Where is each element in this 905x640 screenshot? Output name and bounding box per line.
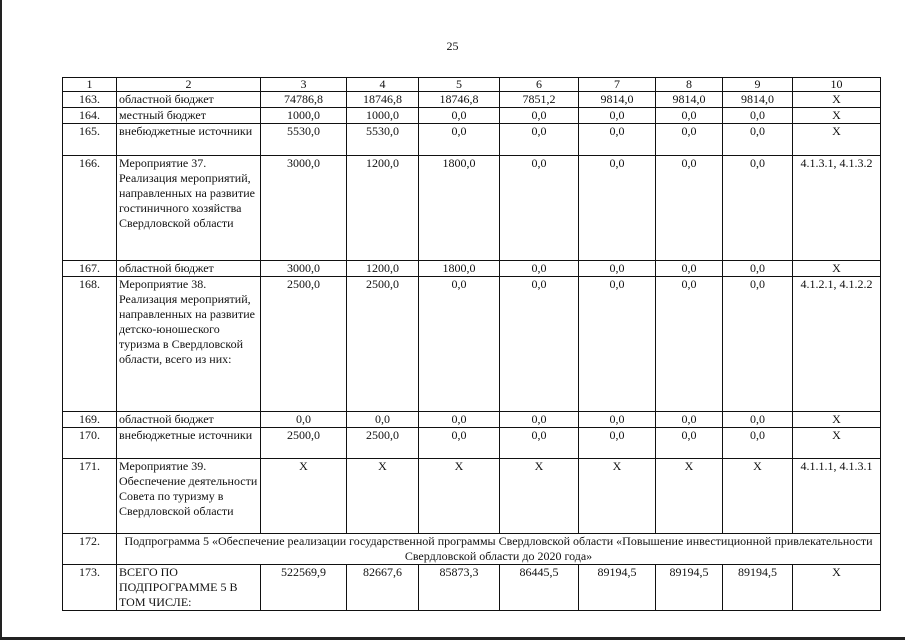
value-cell: 0,0: [500, 277, 579, 412]
row-number: 169.: [63, 412, 117, 428]
column-header: 7: [579, 78, 656, 92]
header-row: [63, 78, 881, 92]
column-header: 3: [261, 78, 347, 92]
value-cell: 1000,0: [261, 108, 347, 124]
value-cell: 0,0: [656, 261, 723, 277]
value-cell: 0,0: [656, 108, 723, 124]
value-cell: 0,0: [500, 124, 579, 156]
value-cell: 18746,8: [419, 92, 500, 108]
target-ref: 4.1.1.1, 4.1.3.1: [793, 459, 881, 534]
table-row: [63, 459, 881, 534]
value-cell: 0,0: [419, 124, 500, 156]
value-cell: 0,0: [419, 277, 500, 412]
target-ref: Х: [793, 261, 881, 277]
table-body: [63, 78, 881, 611]
row-name: Мероприятие 39. Обеспечение деятельности Совета по туризму в Свердловской области: [117, 459, 261, 534]
value-cell: 9814,0: [723, 92, 793, 108]
value-cell: 0,0: [579, 412, 656, 428]
row-number: 171.: [63, 459, 117, 534]
value-cell: 0,0: [723, 108, 793, 124]
target-ref: 4.1.2.1, 4.1.2.2: [793, 277, 881, 412]
value-cell: 0,0: [723, 428, 793, 459]
value-cell: 2500,0: [347, 277, 419, 412]
column-header: 8: [656, 78, 723, 92]
value-cell: 86445,5: [500, 565, 579, 611]
target-ref: Х: [793, 92, 881, 108]
value-cell: 1800,0: [419, 156, 500, 261]
value-cell: Х: [347, 459, 419, 534]
row-number: 164.: [63, 108, 117, 124]
column-header: 6: [500, 78, 579, 92]
value-cell: 0,0: [656, 124, 723, 156]
value-cell: 0,0: [500, 156, 579, 261]
value-cell: Х: [656, 459, 723, 534]
table-row: [63, 124, 881, 156]
value-cell: 82667,6: [347, 565, 419, 611]
page-border-left: [0, 0, 2, 640]
table-row: [63, 92, 881, 108]
value-cell: 0,0: [723, 277, 793, 412]
value-cell: 9814,0: [656, 92, 723, 108]
table-row: [63, 261, 881, 277]
value-cell: 1000,0: [347, 108, 419, 124]
value-cell: 0,0: [500, 108, 579, 124]
value-cell: 2500,0: [261, 428, 347, 459]
value-cell: 0,0: [723, 156, 793, 261]
row-number: 167.: [63, 261, 117, 277]
row-name: Мероприятие 37. Реализация мероприятий, направленных на развитие гостиничного хозяйства Свердловской области: [117, 156, 261, 261]
value-cell: Х: [500, 459, 579, 534]
value-cell: 0,0: [656, 277, 723, 412]
value-cell: 0,0: [500, 412, 579, 428]
row-number: 172.: [63, 534, 117, 565]
value-cell: 5530,0: [261, 124, 347, 156]
target-ref: 4.1.3.1, 4.1.3.2: [793, 156, 881, 261]
table-row: [63, 428, 881, 459]
row-name: областной бюджет: [117, 261, 261, 277]
value-cell: 2500,0: [261, 277, 347, 412]
column-header: 10: [793, 78, 881, 92]
value-cell: Х: [419, 459, 500, 534]
value-cell: 0,0: [723, 124, 793, 156]
page-number: 25: [446, 39, 459, 53]
value-cell: 0,0: [656, 156, 723, 261]
value-cell: 89194,5: [723, 565, 793, 611]
target-ref: Х: [793, 428, 881, 459]
row-name: внебюджетные источники: [117, 428, 261, 459]
value-cell: 0,0: [656, 412, 723, 428]
value-cell: Х: [261, 459, 347, 534]
column-header: 1: [63, 78, 117, 92]
value-cell: 0,0: [579, 261, 656, 277]
value-cell: Х: [579, 459, 656, 534]
value-cell: Х: [723, 459, 793, 534]
value-cell: 89194,5: [656, 565, 723, 611]
row-name: местный бюджет: [117, 108, 261, 124]
subprogram-row: [63, 534, 881, 565]
row-name: ВСЕГО ПО ПОДПРОГРАММЕ 5 В ТОМ ЧИСЛЕ:: [117, 565, 261, 611]
value-cell: 0,0: [723, 412, 793, 428]
row-number: 166.: [63, 156, 117, 261]
total-row: [63, 565, 881, 611]
row-number: 168.: [63, 277, 117, 412]
column-header: 4: [347, 78, 419, 92]
row-name: областной бюджет: [117, 412, 261, 428]
value-cell: 3000,0: [261, 156, 347, 261]
value-cell: 3000,0: [261, 261, 347, 277]
value-cell: 0,0: [419, 412, 500, 428]
value-cell: 85873,3: [419, 565, 500, 611]
table-row: [63, 412, 881, 428]
value-cell: 0,0: [419, 108, 500, 124]
value-cell: 9814,0: [579, 92, 656, 108]
target-ref: Х: [793, 108, 881, 124]
row-name: внебюджетные источники: [117, 124, 261, 156]
subprogram-title: Подпрограмма 5 «Обеспечение реализации государственной программы Свердловской области «Повышение инвестиционной привлекательности Свердловской области до 2020 года»: [117, 534, 881, 565]
value-cell: 1200,0: [347, 261, 419, 277]
table-row: [63, 277, 881, 412]
row-number: 173.: [63, 565, 117, 611]
value-cell: 5530,0: [347, 124, 419, 156]
target-ref: Х: [793, 124, 881, 156]
value-cell: 0,0: [579, 156, 656, 261]
table-row: [63, 156, 881, 261]
value-cell: 0,0: [500, 261, 579, 277]
row-name: Мероприятие 38. Реализация мероприятий, направленных на развитие детско-юношеского туризма в Свердловской области, всего из них:: [117, 277, 261, 412]
target-ref: Х: [793, 565, 881, 611]
column-header: 5: [419, 78, 500, 92]
value-cell: 0,0: [579, 277, 656, 412]
value-cell: 18746,8: [347, 92, 419, 108]
target-ref: Х: [793, 412, 881, 428]
value-cell: 1800,0: [419, 261, 500, 277]
column-header: 9: [723, 78, 793, 92]
value-cell: 0,0: [419, 428, 500, 459]
value-cell: 522569,9: [261, 565, 347, 611]
value-cell: 2500,0: [347, 428, 419, 459]
budget-table: [62, 77, 881, 611]
row-name: областной бюджет: [117, 92, 261, 108]
row-number: 170.: [63, 428, 117, 459]
value-cell: 0,0: [723, 261, 793, 277]
value-cell: 89194,5: [579, 565, 656, 611]
column-header: 2: [117, 78, 261, 92]
value-cell: 0,0: [261, 412, 347, 428]
value-cell: 7851,2: [500, 92, 579, 108]
row-number: 163.: [63, 92, 117, 108]
value-cell: 0,0: [500, 428, 579, 459]
value-cell: 0,0: [579, 428, 656, 459]
value-cell: 74786,8: [261, 92, 347, 108]
row-number: 165.: [63, 124, 117, 156]
value-cell: 1200,0: [347, 156, 419, 261]
value-cell: 0,0: [579, 108, 656, 124]
value-cell: 0,0: [579, 124, 656, 156]
value-cell: 0,0: [656, 428, 723, 459]
value-cell: 0,0: [347, 412, 419, 428]
table-row: [63, 108, 881, 124]
